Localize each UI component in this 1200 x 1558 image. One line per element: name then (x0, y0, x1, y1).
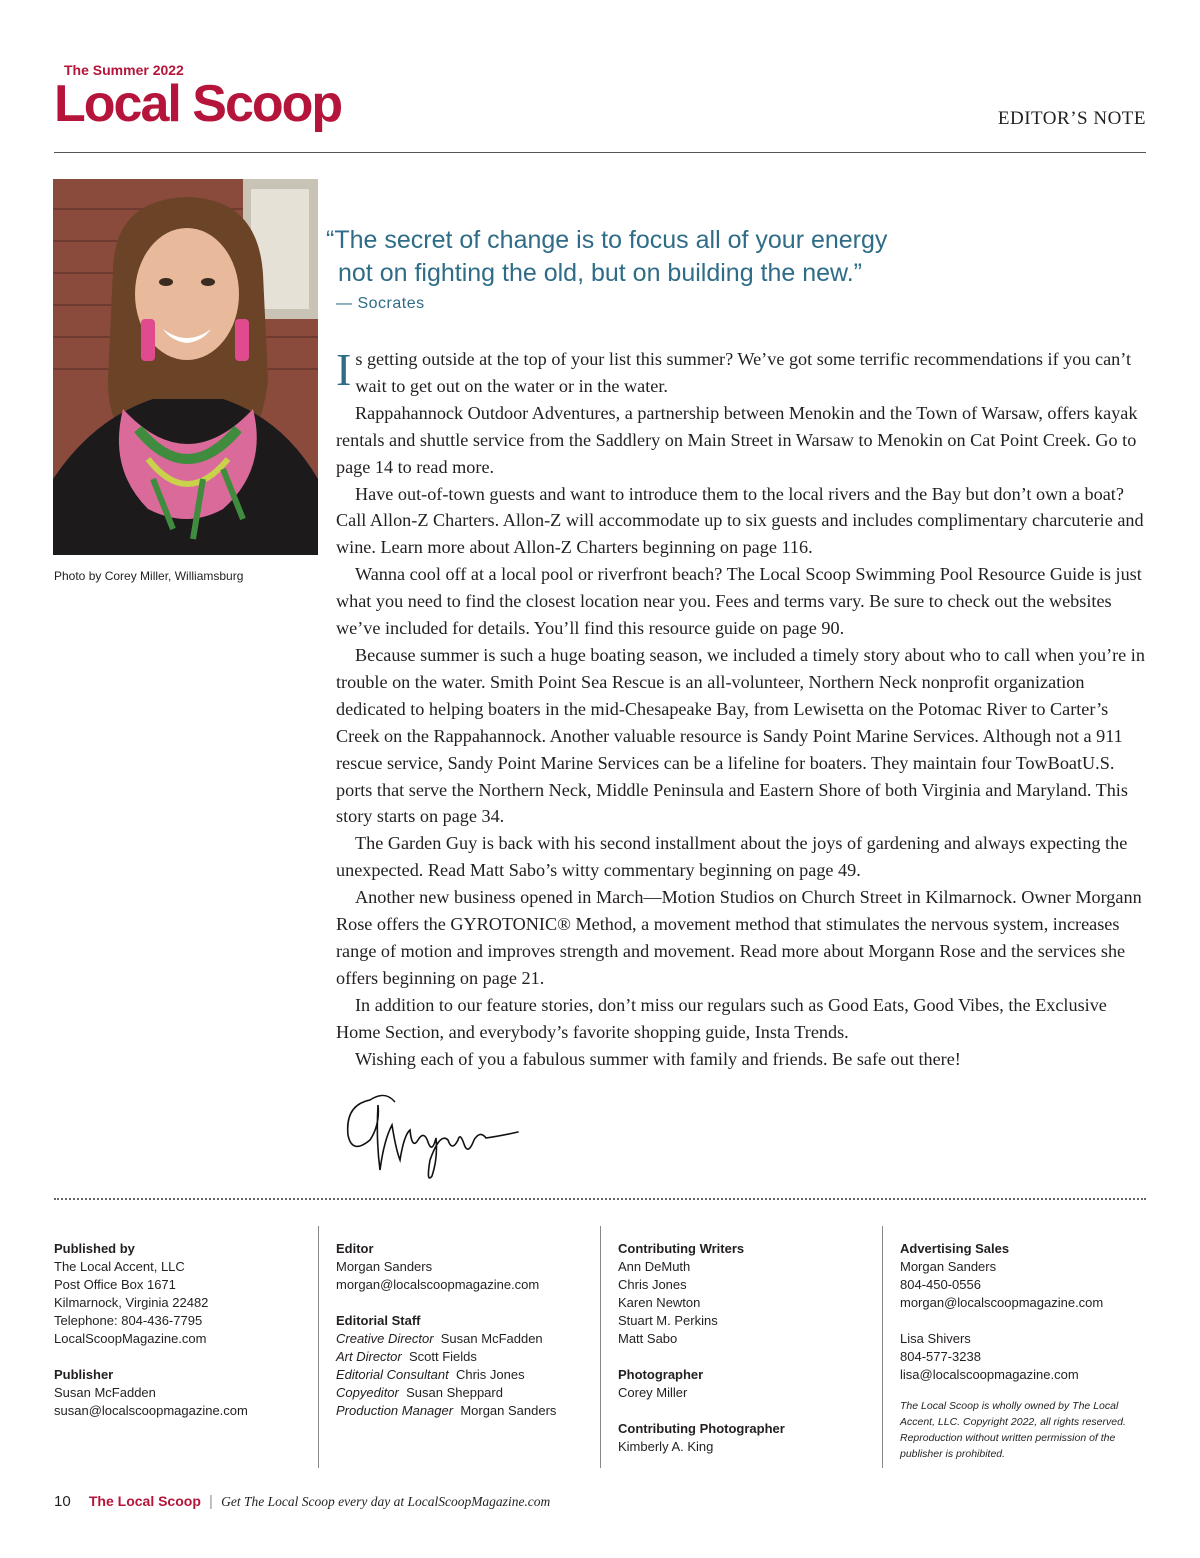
staff-role: Art Director Scott Fields (336, 1349, 477, 1364)
ad-contact: morgan@localscoopmagazine.com (900, 1295, 1104, 1310)
editor-signature (340, 1080, 530, 1195)
ad-contact: 804-577-3238 (900, 1349, 981, 1364)
publisher-line: Post Office Box 1671 (54, 1277, 176, 1292)
quote-line-2: not on fighting the old, but on building the new.” (338, 259, 862, 287)
staff-divider (54, 1198, 1146, 1200)
publisher-line: Kilmarnock, Virginia 22482 (54, 1295, 209, 1310)
footer-brand: The Local Scoop (88, 1493, 201, 1509)
publisher-heading: Publisher (54, 1367, 114, 1382)
paragraph: Rappahannock Outdoor Adventures, a partnership between Menokin and the Town of Warsaw, offers kayak rentals and shuttle service from the Saddlery on Main Street in Warsaw to Menokin on Cat Point Creek. Go to page 14 to read more. (336, 402, 1138, 477)
photographer-name: Corey Miller (618, 1385, 688, 1400)
column-rule (600, 1226, 601, 1468)
footer-separator: | (209, 1493, 213, 1510)
publisher-email: susan@localscoopmagazine.com (54, 1403, 248, 1418)
contributing-photographer-name: Kimberly A. King (618, 1439, 714, 1454)
header-divider (54, 152, 1146, 153)
staff-role: Editorial Consultant Chris Jones (336, 1367, 525, 1382)
brand-logo: Local Scoop (54, 75, 342, 133)
photo-credit: Photo by Corey Miller, Williamsburg (54, 569, 244, 583)
editor-heading: Editor (336, 1241, 374, 1256)
staff-column-1 (54, 1240, 304, 1420)
masthead (54, 62, 342, 133)
page-footer (54, 1493, 550, 1510)
paragraph: In addition to our feature stories, don’t miss our regulars such as Good Eats, Good Vibes, the Exclusive Home Section, and everybody’s favorite shopping guide, Insta Trends. (336, 994, 1107, 1042)
writer-name: Matt Sabo (618, 1331, 678, 1346)
paragraph: Because summer is such a huge boating season, we included a timely story about who to call when you’re in trouble on the water. Smith Point Sea Rescue is an all-volunteer, Northern Neck nonprofit organization dedicated to helping boaters in the mid-Chesapeake Bay, from Lewisetta on the Potomac River to Carter’s Creek on the Rappahannock. Another valuable resource is Sandy Point Marine Services. Although not a 911 rescue service, Sandy Point Marine Services can be a lifeline for boaters. They maintain four TowBoatU.S. ports that serve the Northern Neck, Middle Peninsula and Eastern Shore of both Virginia and Maryland. This story starts on page 34. (336, 644, 1145, 827)
editor-portrait (53, 179, 318, 555)
legal-notice: The Local Scoop is wholly owned by The Local Accent, LLC. Copyright 2022, all rights reserved. Reproduction without written permission of the publisher is prohibited. (900, 1400, 1126, 1460)
ad-contact: lisa@localscoopmagazine.com (900, 1367, 1079, 1382)
editor-email: morgan@localscoopmagazine.com (336, 1277, 540, 1292)
footer-tagline: Get The Local Scoop every day at LocalScoopMagazine.com (221, 1494, 551, 1509)
pull-quote (326, 224, 1026, 290)
publisher-line: LocalScoopMagazine.com (54, 1331, 207, 1346)
signature-image (340, 1080, 530, 1190)
publisher-line: Telephone: 804-436-7795 (54, 1313, 203, 1328)
publisher-line: The Local Accent, LLC (54, 1259, 185, 1274)
editor-name: Morgan Sanders (336, 1259, 433, 1274)
staff-column-2 (336, 1240, 596, 1420)
staff-role: Creative Director Susan McFadden (336, 1331, 543, 1346)
quote-line-1: “The secret of change is to focus all of your energy (326, 226, 888, 254)
paragraph: The Garden Guy is back with his second installment about the joys of gardening and always expecting the unexpected. Read Matt Sabo’s witty commentary beginning on page 49. (336, 833, 1128, 881)
editor-note-body (336, 346, 1148, 1072)
column-rule (882, 1226, 883, 1468)
ad-contact: Morgan Sanders (900, 1259, 997, 1274)
column-rule (318, 1226, 319, 1468)
edition-label: The Summer 2022 (64, 62, 184, 78)
quote-author: — Socrates (336, 295, 425, 312)
writer-name: Stuart M. Perkins (618, 1313, 718, 1328)
drop-cap: I (336, 344, 352, 395)
paragraph: Is getting outside at the top of your list this summer? We’ve got some terrific recommendations if you can’t wait to get out on the water or in the water. (336, 344, 1132, 396)
paragraph: Wishing each of you a fabulous summer with family and friends. Be safe out there! (355, 1048, 961, 1069)
advertising-heading: Advertising Sales (900, 1241, 1010, 1256)
paragraph: Another new business opened in March—Motion Studios on Church Street in Kilmarnock. Owner Morgann Rose offers the GYROTONIC® Method, a movement method that stimulates the nervous system, increases range of motion and improves strength and movement. Read more about Morgann Rose and the services she offers beginning on page 21. (336, 887, 1142, 988)
ad-contact: 804-450-0556 (900, 1277, 981, 1292)
published-by-heading: Published by (54, 1241, 135, 1256)
staff-column-3 (618, 1240, 878, 1456)
contributing-writers-heading: Contributing Writers (618, 1241, 745, 1256)
contributing-photographer-heading: Contributing Photographer (618, 1421, 785, 1436)
writer-name: Karen Newton (618, 1295, 701, 1310)
editorial-staff-heading: Editorial Staff (336, 1313, 421, 1328)
section-label: EDITOR’S NOTE (997, 108, 1146, 129)
ad-contact: Lisa Shivers (900, 1331, 971, 1346)
paragraph: Have out-of-town guests and want to introduce them to the local rivers and the Bay but don’t own a boat? Call Allon-Z Charters. Allon-Z will accommodate up to six guests and includes complimentary charcuterie and wine. Learn more about Allon-Z Charters beginning on page 116. (336, 483, 1144, 558)
photographer-heading: Photographer (618, 1367, 704, 1382)
page-number: 10 (54, 1493, 71, 1510)
staff-role: Copyeditor Susan Sheppard (336, 1385, 503, 1400)
staff-column-4 (900, 1240, 1146, 1462)
paragraph: Wanna cool off at a local pool or riverfront beach? The Local Scoop Swimming Pool Resource Guide is just what you need to find the closest location near you. Fees and terms vary. Be sure to check out the websites we’ve included for details. You’ll find this resource guide on page 90. (336, 564, 1142, 639)
publisher-name: Susan McFadden (54, 1385, 156, 1400)
portrait-image (53, 179, 318, 555)
writer-name: Chris Jones (618, 1277, 687, 1292)
writer-name: Ann DeMuth (618, 1259, 691, 1274)
staff-role: Production Manager Morgan Sanders (336, 1403, 557, 1418)
